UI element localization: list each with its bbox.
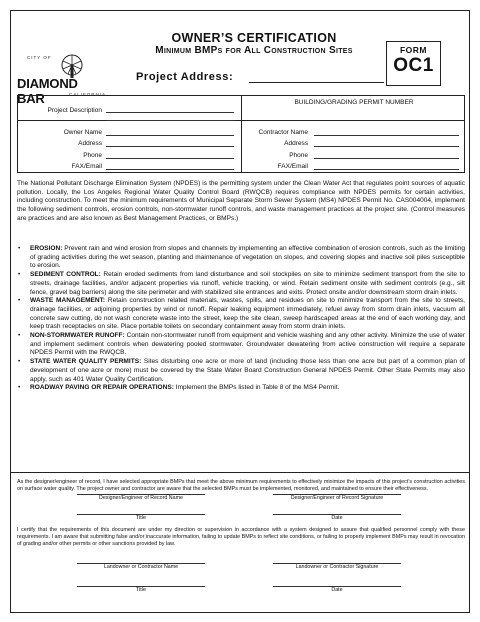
bmp-text: Implement the BMPs listed in Table 8 of the MS4 Permit. — [175, 384, 340, 392]
form-id-box — [386, 41, 441, 86]
logo-diamond-bar: DIAMOND BAR — [17, 76, 78, 106]
list-item — [17, 332, 465, 358]
bmp-heading: SEDIMENT CONTROL: — [30, 271, 101, 279]
owner-name-label: Owner Name — [63, 129, 102, 136]
owner-phone-label: Phone — [83, 152, 102, 159]
bmp-text: Prevent rain and wind erosion from slopes and channels by implementing an effective combination of erosion controls, such as the limiting of grading activities during the wet season, planting and maintenance of vegetation on slopes, and covering slopes and inactive soil piles susceptible to erosion. — [30, 245, 465, 270]
bmp-text: Sites disturbing one acre or more of land (including those less than one acre but part of a common plan of development of one acre or more) must be covered by the State Water Board Construction General NPDES Permit. Other State Permits may also apply, such as 401 Water Quality Certification. — [30, 358, 465, 383]
owner-certification-text: I certify that the requirements of this document are under my direction or supervision in accordance with a system designed to assure that qualified personnel comply with these requirements. I am aware that submitting false and/or inaccurate information, failing to update BMPs to reflect site conditions, or failing to properly implement BMPs may result in revocation of grading and/or other permits or other sanctions provided by law. — [17, 527, 465, 548]
form-subtitle: Minimum BMPs for All Construction Sites — [155, 45, 353, 56]
list-item — [17, 384, 465, 393]
logo-california: CALIFORNIA — [69, 92, 107, 97]
project-description-field-2[interactable] — [106, 120, 234, 121]
bullet-icon: • — [18, 332, 21, 340]
contractor-address-label: Address — [284, 140, 308, 147]
owner-name-field[interactable] — [106, 135, 234, 136]
bullet-icon: • — [18, 271, 21, 279]
bmp-text: Contain non-stormwater runoff from equipment and vehicle washing and any other activity. Minimize the use of water and implement sediment controls when dewatering pooled stormwater. Groundwater dewatering from active construction will require a separate NPDES Permit with the RWQCB. — [30, 332, 465, 357]
owner-fax-email-label: FAX/Email — [71, 163, 102, 170]
project-description-field-1[interactable] — [106, 112, 234, 113]
owner-phone-field[interactable] — [106, 158, 234, 159]
owner-address-label: Address — [78, 140, 102, 147]
npdes-intro-paragraph: The National Pollutant Discharge Elimination System (NPDES) is the permitting system under the Clean Water Act that regulates point sources of aquatic pollution. Locally, the Los Angeles Regional Water Quality Control Board (RWQCB) requires compliance with NPDES permits for certain activities, including construction. To meet the minimum requirements of Municipal Separate Storm Sewer System (MS4) NPDES Permit No. CAS004004, implement the following sediment controls, erosion controls, non-stormwater runoff controls, and waste management practices at the project site. (Control measures are practices and are also known as Best Management Practices, or BMPs.) — [17, 180, 465, 222]
list-item — [17, 297, 465, 332]
bullet-icon: • — [18, 245, 21, 252]
contractor-phone-label: Phone — [289, 152, 308, 159]
grid-divider-vertical — [241, 96, 242, 172]
owner-address-field[interactable] — [106, 146, 234, 147]
logo-city-of: CITY OF — [27, 55, 52, 60]
project-description-label: Project Description — [47, 107, 102, 114]
designer-title-label: Title — [136, 515, 146, 521]
contractor-fax-email-field[interactable] — [314, 169, 459, 170]
permit-number-label: BUILDING/GRADING PERMIT NUMBER — [294, 99, 414, 106]
contractor-phone-field[interactable] — [314, 158, 459, 159]
form-label: FORM — [399, 45, 428, 55]
designer-certification-text: As the designer/engineer of record, I have selected appropriate BMPs that meet the above minimum requirements to effectively minimize the impacts of this project’s construction activities on surface water quality. The project owner and contractor are aware that the selected BMPs must be implemented, monitored, and maintained to ensure their effectiveness. — [17, 479, 465, 493]
bullet-icon: • — [18, 358, 21, 366]
list-item — [17, 271, 465, 297]
bmp-text: Retain eroded sediments from land disturbance and soil stockpiles on site to minimize sediment transport from the site to streets, drainage facilities, and/or adjacent properties via runoff, vehicle tracking, or wind. Retain sediment onsite with sediment controls (e.g., silt fence, gravel bag barriers) along the site perimeter and with stabilized site entrances and exits. Protect onsite and/or downstream storm drain inlets. — [30, 271, 465, 296]
list-item — [17, 245, 465, 271]
bmp-heading: ROADWAY PAVING OR REPAIR OPERATIONS: — [30, 384, 174, 392]
owner-fax-email-field[interactable] — [106, 169, 234, 170]
landowner-signature-label: Landowner or Contractor Signature — [295, 564, 379, 570]
project-address-field[interactable] — [249, 82, 384, 83]
bmp-heading: NON-STORMWATER RUNOFF: — [30, 332, 125, 340]
bmp-heading: WASTE MANAGEMENT: — [30, 297, 106, 305]
form-code: OC1 — [393, 55, 434, 76]
bmp-list — [17, 245, 465, 393]
contractor-name-field[interactable] — [314, 135, 459, 136]
designer-date-label: Date — [331, 515, 343, 521]
designer-name-label: Designer/Engineer of Record Name — [99, 495, 183, 501]
grid-divider-horizontal — [18, 120, 464, 121]
contractor-name-label: Contractor Name — [258, 129, 308, 136]
designer-signature-label: Designer/Engineer of Record Signature — [290, 495, 384, 501]
bullet-icon: • — [18, 384, 21, 392]
bullet-icon: • — [18, 297, 21, 305]
bmp-heading: STATE WATER QUALITY PERMITS: — [30, 358, 142, 366]
landowner-date-label: Date — [331, 587, 343, 593]
project-address-label: Project Address: — [136, 71, 234, 83]
contractor-address-field[interactable] — [314, 146, 459, 147]
bmp-text: Retain construction related materials, wastes, spills, and residues on site to minimize transport from the site to streets, drainage facilities, or adjoining properties by wind or runoff. Repair leaking equipment immediately, refuel away from storm drain inlets, vacuum all concrete saw cutting, do not wash concrete waste into the street, keep the site clean, sweep hardscaped areas at the end of each working day, and keep trash receptacles on site. Place portable toilets on secondary containment away from storm drain inlets. — [30, 297, 465, 331]
landowner-name-label: Landowner or Contractor Name — [103, 564, 179, 570]
city-logo — [15, 31, 107, 106]
section-separator — [11, 472, 469, 473]
list-item — [17, 358, 465, 384]
bmp-heading: EROSION: — [30, 245, 63, 252]
form-page — [10, 10, 470, 613]
contractor-fax-email-label: FAX/Email — [277, 163, 308, 170]
landowner-title-label: Title — [136, 587, 146, 593]
project-info-grid — [17, 95, 465, 173]
form-title: OWNER’S CERTIFICATION — [171, 31, 337, 45]
